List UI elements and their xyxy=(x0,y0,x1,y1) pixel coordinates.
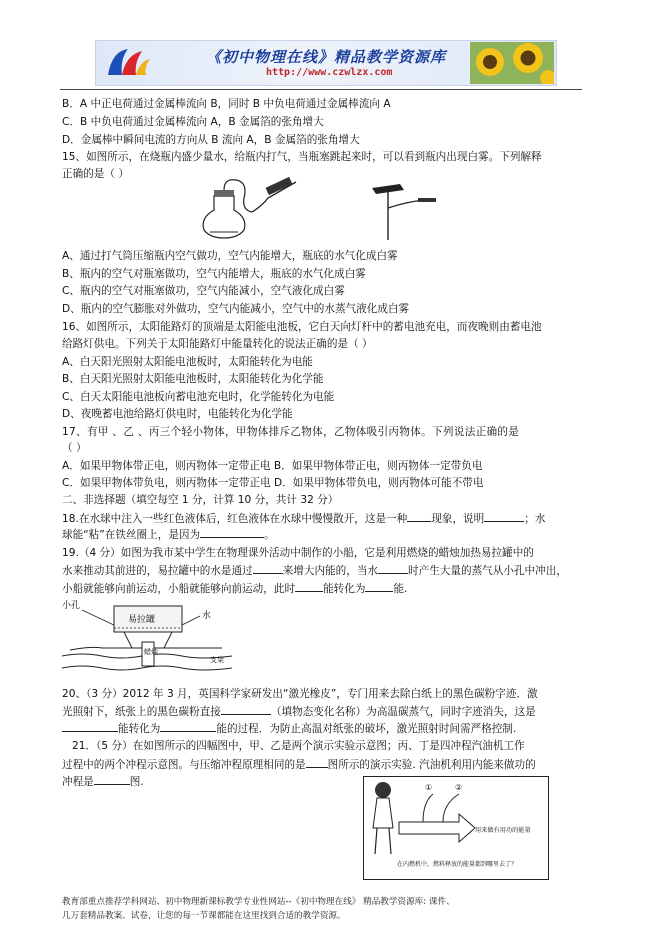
q21-blank-2[interactable] xyxy=(94,773,130,785)
fig-label-can: 易拉罐 xyxy=(128,615,156,625)
q18-blank-1[interactable] xyxy=(407,510,431,522)
q16-option-a: A、白天阳光照射太阳能电池板时，太阳能转化为电能 xyxy=(62,356,313,368)
can-boat-figure xyxy=(62,598,238,678)
q16-option-c: C、白天太阳能电池板向蓄电池充电时，化学能转化为电能 xyxy=(62,391,335,403)
q21-line1: 21．（5 分）在如图所示的四幅图中，甲、乙是两个演示实验示意图；丙、丁是四冲程汽油机工作 xyxy=(72,740,525,752)
q20-line1: 20、（3 分）2012 年 3 月，英国科学家研发出“激光橡皮”，专门用来去除白纸上的黑色碳粉字迹．激 xyxy=(62,688,538,700)
q19-line3: 小船就能够向前运动，小船就能够向前运动，此时 能转化为 能. xyxy=(62,580,407,596)
banner-title: 《初中物理在线》精品教学资源库 xyxy=(206,48,447,66)
q15-option-b: B、瓶内的空气对瓶塞做功，空气内能增大，瓶底的水气化成白雾 xyxy=(62,268,366,280)
q20-line2: 光照射下，纸张上的黑色碳粉直接 （填物态变化名称）为高温碳蒸气，同时字迹消失，这是 xyxy=(62,703,536,719)
page-footer xyxy=(62,895,610,923)
q19-blank-2[interactable] xyxy=(378,562,408,574)
q19-blank-3[interactable] xyxy=(295,580,323,592)
q15-option-c: C、瓶内的空气对瓶塞做功，空气内能减小，空气液化成白雾 xyxy=(62,285,345,297)
q18-line2: 球能“粘”在铁丝圈上，是因为 。 xyxy=(62,526,275,542)
q18-blank-2[interactable] xyxy=(484,510,524,522)
q21-line2: 过程中的两个冲程示意图。与压缩冲程原理相同的是 图所示的演示实验. 汽油机利用内能来做功的 xyxy=(62,756,536,772)
q14-option-c: C．B 中负电荷通过金属棒流向 A，B 金属箔的张角增大 xyxy=(62,116,324,128)
q17-options-cd: C．如果甲物体带负电，则丙物体一定带正电 D．如果甲物体带负电，则丙物体可能不带电 xyxy=(62,477,484,489)
q20-blank-1[interactable] xyxy=(221,703,271,715)
q21-blank-1[interactable] xyxy=(306,756,328,768)
q17-options-ab: A．如果甲物体带正电，则丙物体一定带正电 B．如果甲物体带正电，则丙物体一定带负电 xyxy=(62,460,483,472)
fig-circle-1: ① xyxy=(425,783,433,792)
q16-option-d: D、夜晚蓄电池给路灯供电时，电能转化为化学能 xyxy=(62,408,293,420)
q20-blank-2[interactable] xyxy=(62,720,118,732)
q14-option-d: D．金属棒中瞬间电流的方向从 B 流向 A，B 金属箔的张角增大 xyxy=(62,134,360,146)
header-rule xyxy=(60,89,582,90)
q16-stem-cont: 给路灯供电。下列关于太阳能路灯中能量转化的说法正确的是（ ） xyxy=(62,338,373,350)
q15-option-a: A、通过打气筒压缩瓶内空气做功，空气内能增大，瓶底的水气化成白雾 xyxy=(62,250,398,262)
q18-line1: 18.在水球中注入一些红色液体后，红色液体在水球中慢慢散开，这是一种 现象，说明 ；水 xyxy=(62,510,545,526)
energy-flow-figure xyxy=(363,776,549,880)
q15-stem-cont: 正确的是（ ） xyxy=(62,168,129,180)
header-banner xyxy=(95,40,557,86)
fig-circle-2: ② xyxy=(455,783,463,792)
banner-url[interactable]: http://www.czwlzx.com xyxy=(266,67,393,78)
q19-blank-1[interactable] xyxy=(253,562,283,574)
q17-stem-cont: （ ） xyxy=(62,442,87,454)
section-two-heading: 二、非选择题（填空每空 1 分，计算 10 分，共计 32 分） xyxy=(62,494,339,506)
footer-line-2: 几万套精品教案、试卷，让您的每一节课都能在这里找到合适的教学资源。 xyxy=(62,911,346,921)
q19-line1: 19.（4 分）如图为我市某中学生在物理课外活动中制作的小船，它是利用燃烧的蜡烛加热易拉罐中的 xyxy=(62,547,534,559)
flask-pump-figure xyxy=(196,176,302,240)
fig-arrow-label: 用来做有用功的能量 xyxy=(475,827,531,834)
sunflower-image-icon xyxy=(470,42,554,84)
fig-label-stand: 支架 xyxy=(210,656,224,664)
q21-line3: 冲程是 图. xyxy=(62,773,144,789)
fig-label-candle: 蜡烛 xyxy=(144,648,158,656)
q20-blank-3[interactable] xyxy=(160,720,216,732)
q16-stem: 16、如图所示，太阳能路灯的顶端是太阳能电池板，它白天向灯杆中的蓄电池充电，而夜晚则由蓄电池 xyxy=(62,321,542,333)
fig-bubble-text: 在内燃机中，燃料释放的能量都到哪里去了？ xyxy=(397,861,518,868)
q15-option-d: D、瓶内的空气膨胀对外做功，空气内能减小，空气中的水蒸气液化成白雾 xyxy=(62,303,410,315)
fig-label-water: 水 xyxy=(202,611,212,621)
site-logo-icon xyxy=(102,45,154,81)
q19-blank-4[interactable] xyxy=(365,580,393,592)
fig-label-hole: 小孔 xyxy=(62,601,81,611)
q17-stem: 17、有甲 、乙 、丙三个轻小物体，甲物体排斥乙物体，乙物体吸引丙物体。下列说法正确的是 xyxy=(62,426,520,438)
q16-option-b: B、白天阳光照射太阳能电池板时，太阳能转化为化学能 xyxy=(62,373,324,385)
q20-line3: 能转化为 能的过程．为防止高温对纸张的破坏，激光照射时间需严格控制. xyxy=(62,720,516,736)
q18-blank-3[interactable] xyxy=(200,526,264,538)
footer-line-1: 教育部重点推荐学科网站、初中物理新课标教学专业性网站--《初中物理在线》 精品教学资源库: 课件、 xyxy=(62,897,455,907)
q19-line2: 水来推动其前进的，易拉罐中的水是通过 来增大内能的，当水 时产生大量的蒸气从小孔中冲出， xyxy=(62,562,567,578)
q14-option-b: B．A 中正电荷通过金属棒流向 B，同时 B 中负电荷通过金属棒流向 A xyxy=(62,98,391,110)
q15-stem: 15、如图所示，在烧瓶内盛少量水，给瓶内打气，当瓶塞跳起来时，可以看到瓶内出现白雾。下列解释 xyxy=(62,151,542,163)
solar-streetlight-figure xyxy=(366,178,442,240)
